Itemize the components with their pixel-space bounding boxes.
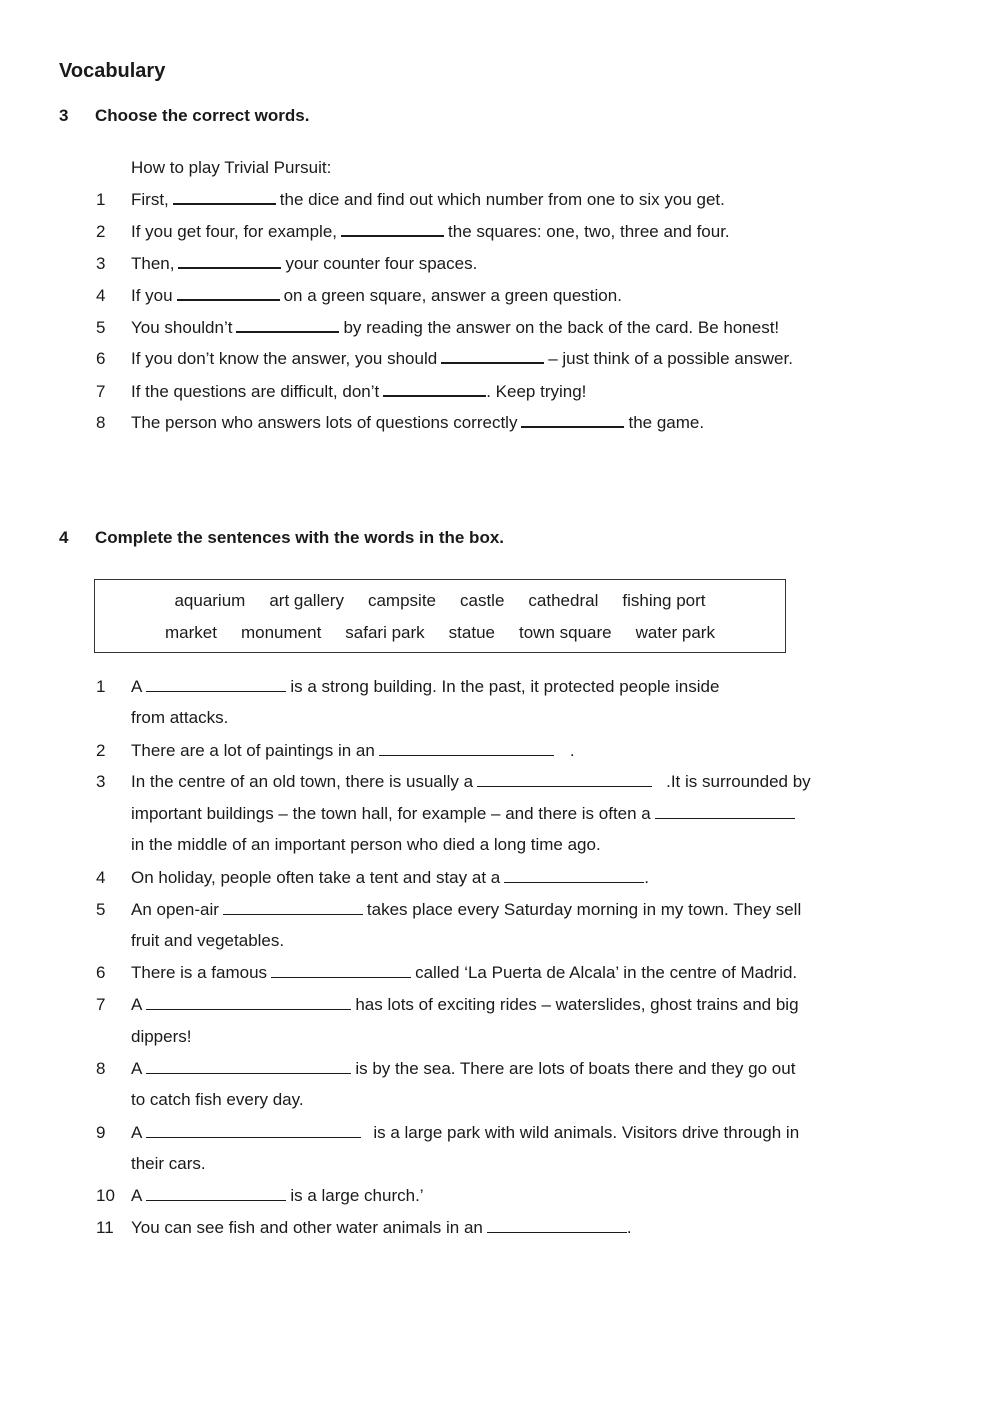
exercise-instruction: Choose the correct words.: [95, 106, 310, 125]
list-item: 10 A is a large church.’: [96, 1186, 424, 1205]
answer-blank[interactable]: [146, 677, 286, 692]
list-item: 4 On holiday, people often take a tent and stay at a .: [96, 868, 649, 887]
answer-blank[interactable]: [341, 221, 444, 237]
answer-blank[interactable]: [146, 1123, 361, 1138]
list-item: 11 You can see fish and other water animals in an .: [96, 1218, 632, 1237]
answer-blank[interactable]: [178, 253, 281, 269]
list-item: 8 The person who answers lots of questions correctly the game.: [96, 413, 705, 432]
answer-blank[interactable]: [236, 317, 339, 333]
answer-blank[interactable]: [477, 772, 652, 787]
word-box-item: town square: [518, 623, 612, 642]
exercise-4-heading: [59, 528, 504, 548]
word-box-item: statue: [448, 623, 495, 642]
list-item: 8 A is by the sea. There are lots of boats there and they go out: [96, 1059, 796, 1078]
word-box-item: market: [165, 623, 217, 642]
list-item: 3 In the centre of an old town, there is usually a .It is surrounded by: [96, 772, 811, 791]
word-box-item: monument: [240, 623, 322, 642]
answer-blank[interactable]: [521, 412, 624, 428]
answer-blank[interactable]: [441, 348, 544, 364]
list-item: 7 If the questions are difficult, don’t . Keep trying!: [96, 382, 587, 401]
exercise-3-heading: [59, 106, 309, 126]
word-box-item: art gallery: [269, 591, 344, 610]
exercise-number: 4: [59, 528, 69, 547]
word-box-row: [95, 623, 785, 643]
word-box-item: safari park: [345, 623, 425, 642]
answer-blank[interactable]: [383, 381, 486, 397]
word-box-row: [95, 591, 785, 611]
exercise-instruction: Complete the sentences with the words in the box.: [95, 528, 505, 547]
list-item: 2 If you get four, for example, the squares: one, two, three and four.: [96, 222, 730, 241]
answer-blank[interactable]: [146, 1059, 351, 1074]
answer-blank[interactable]: [177, 285, 280, 301]
answer-blank[interactable]: [146, 995, 351, 1010]
answer-blank[interactable]: [504, 868, 644, 883]
list-item: 5 An open-air takes place every Saturday morning in my town. They sell: [96, 900, 802, 919]
list-item: 6 There is a famous called ‘La Puerta de Alcala’ in the centre of Madrid.: [96, 963, 798, 982]
word-box-item: castle: [460, 591, 505, 610]
list-item: 6 If you don’t know the answer, you should – just think of a possible answer.: [96, 349, 793, 368]
answer-blank[interactable]: [271, 963, 411, 978]
exercise-intro: How to play Trivial Pursuit:: [131, 158, 332, 177]
page-title: Vocabulary: [59, 60, 166, 82]
list-item: 2 There are a lot of paintings in an .: [96, 741, 575, 760]
answer-blank[interactable]: [655, 804, 795, 819]
word-box-item: aquarium: [174, 591, 246, 610]
list-item: 7 A has lots of exciting rides – waterslides, ghost trains and big: [96, 995, 799, 1014]
list-item: 1 First, the dice and find out which number from one to six you get.: [96, 190, 725, 209]
word-box-item: cathedral: [528, 591, 599, 610]
answer-blank[interactable]: [487, 1218, 627, 1233]
list-item: 4 If you on a green square, answer a green question.: [96, 286, 622, 305]
list-item: 9 A is a large park with wild animals. Visitors drive through in: [96, 1123, 800, 1142]
word-box-item: campsite: [367, 591, 436, 610]
list-item: 3 Then, your counter four spaces.: [96, 254, 478, 273]
word-box-item: water park: [635, 623, 715, 642]
word-box-item: fishing port: [622, 591, 706, 610]
answer-blank[interactable]: [146, 1186, 286, 1201]
list-item: 5 You shouldn’t by reading the answer on the back of the card. Be honest!: [96, 318, 780, 337]
list-item: 1 A is a strong building. In the past, it protected people inside: [96, 677, 720, 696]
answer-blank[interactable]: [173, 189, 276, 205]
word-box: [94, 579, 786, 653]
answer-blank[interactable]: [379, 741, 554, 756]
answer-blank[interactable]: [223, 900, 363, 915]
exercise-number: 3: [59, 106, 69, 125]
